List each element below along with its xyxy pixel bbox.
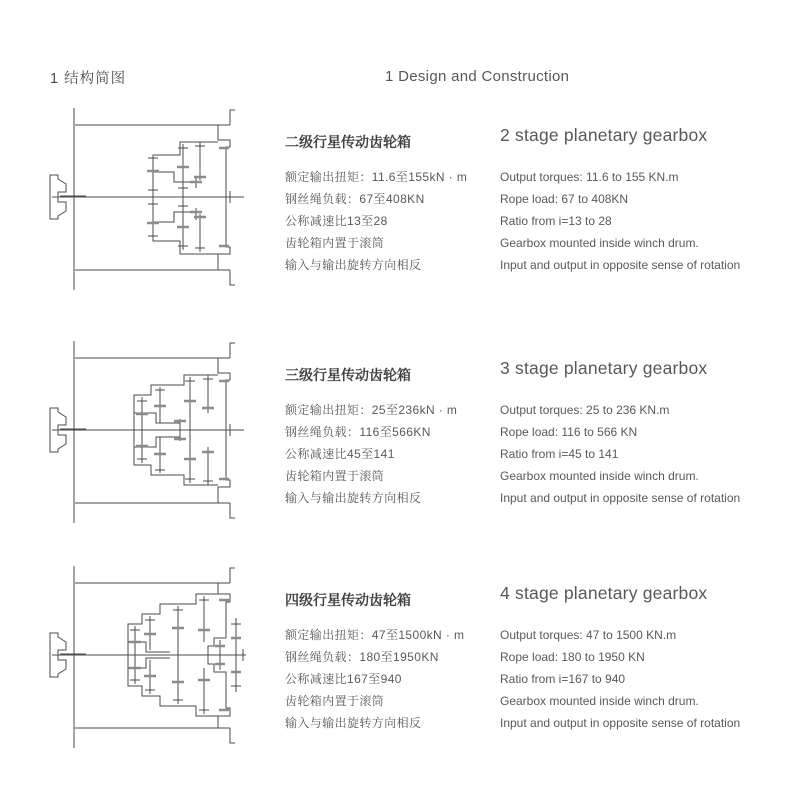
gearbox-title-chinese: 三级行星传动齿轮箱 — [285, 367, 411, 383]
spec-line: 齿轮箱内置于滚筒 — [285, 694, 385, 708]
gearbox-diagram-3-stage — [38, 333, 253, 533]
spec-list-chinese — [285, 399, 457, 509]
spec-line: Ratio from i=167 to 940 — [500, 672, 626, 686]
gearbox-title-english: 2 stage planetary gearbox — [500, 125, 708, 145]
drum-outline — [74, 566, 235, 748]
spec-list-english — [500, 166, 740, 276]
gearbox-title-chinese: 四级行星传动齿轮箱 — [285, 592, 411, 608]
gearbox-diagram-2-stage — [38, 100, 253, 300]
spec-line: 公称减速比45至141 — [285, 447, 395, 461]
spec-line: 输入与输出旋转方向相反 — [285, 258, 422, 272]
spec-line: Input and output in opposite sense of rotation — [500, 491, 741, 505]
centerline — [52, 649, 246, 661]
spec-line: Rope load: 180 to 1950 KN — [500, 650, 645, 664]
spec-line: Ratio from i=45 to 141 — [500, 447, 619, 461]
spec-list-chinese — [285, 624, 464, 734]
spec-line: 额定输出扭矩：47至1500kN · m — [285, 628, 465, 642]
spec-line: 输入与输出旋转方向相反 — [285, 491, 422, 505]
page-heading-english: 1 Design and Construction — [385, 68, 570, 85]
spec-line: 输入与输出旋转方向相反 — [285, 716, 422, 730]
spec-line: Output torques: 25 to 236 KN.m — [500, 403, 670, 417]
section-2-stage — [0, 100, 800, 332]
centerline — [52, 424, 244, 436]
drum-outline — [74, 341, 235, 523]
spec-line: 公称减速比13至28 — [285, 214, 388, 228]
spec-line: Input and output in opposite sense of rotation — [500, 716, 741, 730]
section-4-stage — [0, 558, 800, 790]
gearbox-title-english: 3 stage planetary gearbox — [500, 358, 708, 378]
drum-outline — [74, 108, 235, 290]
spec-line: Gearbox mounted inside winch drum. — [500, 694, 699, 708]
spec-line: 齿轮箱内置于滚筒 — [285, 236, 385, 250]
spec-list-english — [500, 624, 740, 734]
centerline — [52, 191, 244, 203]
spec-line: 额定输出扭矩：25至236kN · m — [285, 403, 458, 417]
spec-line: 齿轮箱内置于滚筒 — [285, 469, 385, 483]
spec-line: Rope load: 116 to 566 KN — [500, 425, 638, 439]
spec-line: 钢丝绳负载：180至1950KN — [285, 650, 439, 664]
spec-line: Gearbox mounted inside winch drum. — [500, 469, 699, 483]
spec-line: Ratio from i=13 to 28 — [500, 214, 612, 228]
spec-line: 钢丝绳负载：116至566KN — [285, 425, 431, 439]
spec-line: Gearbox mounted inside winch drum. — [500, 236, 699, 250]
spec-line: 公称减速比167至940 — [285, 672, 402, 686]
gearbox-diagram-4-stage — [38, 558, 253, 758]
spec-line: 额定输出扭矩：11.6至155kN · m — [285, 170, 468, 184]
spec-line: 钢丝绳负载：67至408KN — [285, 192, 425, 206]
spec-list-chinese — [285, 166, 467, 276]
spec-line: Input and output in opposite sense of rotation — [500, 258, 741, 272]
gearbox-title-english: 4 stage planetary gearbox — [500, 583, 708, 603]
gearbox-title-chinese: 二级行星传动齿轮箱 — [285, 134, 411, 150]
spec-line: Output torques: 11.6 to 155 KN.m — [500, 170, 679, 184]
page-heading-chinese: 1 结构简图 — [50, 71, 127, 87]
spec-line: Output torques: 47 to 1500 KN.m — [500, 628, 677, 642]
spec-list-english — [500, 399, 740, 509]
spec-line: Rope load: 67 to 408KN — [500, 192, 629, 206]
section-3-stage — [0, 333, 800, 565]
